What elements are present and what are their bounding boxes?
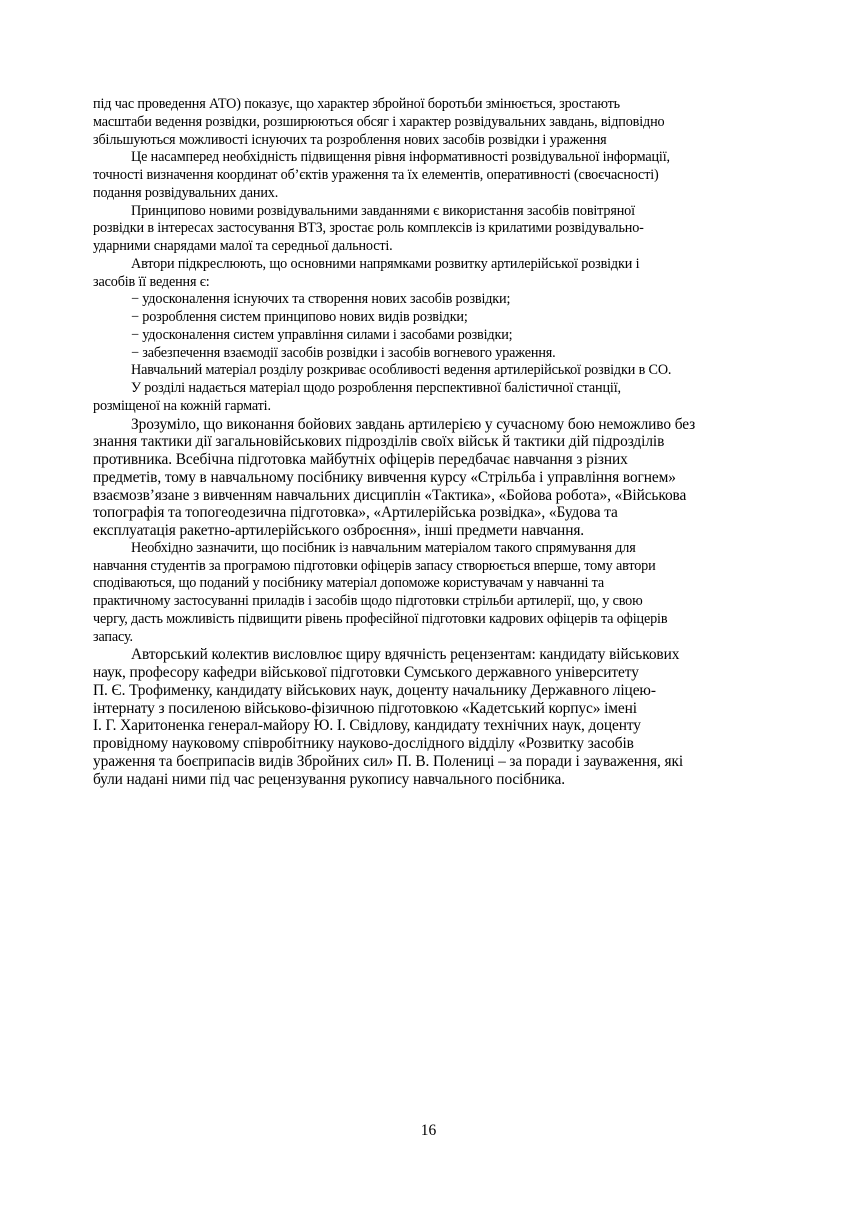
text-line: масштаби ведення розвідки, розширюються обсяг і характер розвідувальних завдань, відповідно — [93, 113, 665, 130]
text-line: запасу. — [93, 628, 133, 645]
text-line: топографія та топогеодезична підготовка», «Артилерійська розвідка», «Будова та — [93, 504, 618, 522]
text-line: експлуатація ракетно-артилерійського озброєння», інші предмети навчання. — [93, 522, 585, 539]
text-line: Необхідно зазначити, що посібник із навчальним матеріалом такого спрямування для — [131, 539, 636, 556]
text-line: Автори підкреслюють, що основними напрямками розвитку артилерійської розвідки і — [131, 255, 640, 272]
text-line: розміщеної на кожній гарматі. — [93, 397, 271, 414]
text-line: Принципово новими розвідувальними завданнями є використання засобів повітряної — [131, 202, 635, 219]
text-line: − розроблення систем принципово нових видів розвідки; — [131, 309, 468, 325]
text-line: чергу, дасть можливість підвищити рівень професійної підготовки кадрових офіцерів та офіцерів — [93, 610, 668, 627]
text-line: збільшуються можливості існуючих та розроблення нових засобів розвідки і ураження — [93, 131, 607, 148]
text-line: У розділі надається матеріал щодо розроблення перспективної балістичної станції, — [131, 380, 621, 396]
page-number: 16 — [420, 1122, 437, 1139]
text-line: подання розвідувальних даних. — [93, 184, 279, 201]
text-line: противника. Всебічна підготовка майбутніх офіцерів передбачає навчання з різних — [93, 451, 628, 468]
text-line: інтернату з посиленою військово-фізичною підготовкою «Кадетський корпус» імені — [93, 699, 637, 717]
text-line: навчання студентів за програмою підготовки офіцерів запасу створюється вперше, тому автори — [93, 557, 656, 574]
text-line: провідному науковому співробітнику науково-дослідного відділу «Розвитку засобів — [93, 735, 634, 752]
text-line: ударними снарядами малої та середньої дальності. — [93, 238, 393, 254]
text-line: ураження та боєприпасів видів Збройних сил» П. В. Полениці – за поради і зауваження, які — [93, 752, 684, 770]
text-line: П. Є. Трофименку, кандидату військових наук, доценту начальнику Державного ліцею- — [93, 681, 656, 699]
text-line: наук, професору кафедри військової підготовки Сумського державного університету — [93, 664, 639, 681]
text-line: сподіваються, що поданий у посібнику матеріал допоможе користувачам у навчанні та — [93, 575, 605, 592]
text-line: розвідки в інтересах застосування ВТЗ, зростає роль комплексів із крилатими розвідувально- — [93, 220, 644, 237]
text-line: Зрозуміло, що виконання бойових завдань артилерією у сучасному бою неможливо без — [131, 415, 696, 433]
text-line: знання тактики дії загальновійськових підрозділів своїх військ й тактики дій підрозділів — [93, 433, 665, 451]
text-line: − забезпечення взаємодії засобів розвідки і засобів вогневого ураження. — [131, 344, 556, 361]
text-line: точності визначення координат об’єктів ураження та їх елементів, оперативності (своєчасності) — [93, 167, 659, 183]
text-line: − удосконалення систем управління силами і засобами розвідки; — [131, 326, 513, 343]
text-line: Це насамперед необхідність підвищення рівня інформативності розвідувальної інформації, — [131, 149, 670, 166]
text-line: засобів її ведення є: — [93, 273, 210, 290]
text-line: предметів, тому в навчальному посібнику вивчення курсу «Стрільба і управління вогнем» — [93, 468, 676, 486]
body-text — [93, 96, 773, 788]
text-line: І. Г. Харитоненка генерал-майору Ю. І. Свідлову, кандидату технічних наук, доценту — [93, 717, 641, 735]
text-line: були надані ними під час рецензування рукопису навчального посібника. — [93, 770, 565, 788]
text-line: під час проведення АТО) показує, що характер збройної боротьби змінюється, зростають — [93, 96, 621, 112]
text-line: − удосконалення існуючих та створення нових засобів розвідки; — [131, 291, 511, 308]
text-line: взаємозв’язане з вивченням навчальних дисциплін «Тактика», «Бойова робота», «Військова — [93, 486, 687, 504]
text-line: Авторський колектив висловлює щиру вдячність рецензентам: кандидату військових — [131, 646, 680, 664]
text-line: практичному застосуванні приладів і засобів щодо підготовки стрільби артилерії, що, у свою — [93, 593, 643, 609]
text-line: Навчальний матеріал розділу розкриває особливості ведення артилерійської розвідки в СО. — [131, 362, 672, 379]
